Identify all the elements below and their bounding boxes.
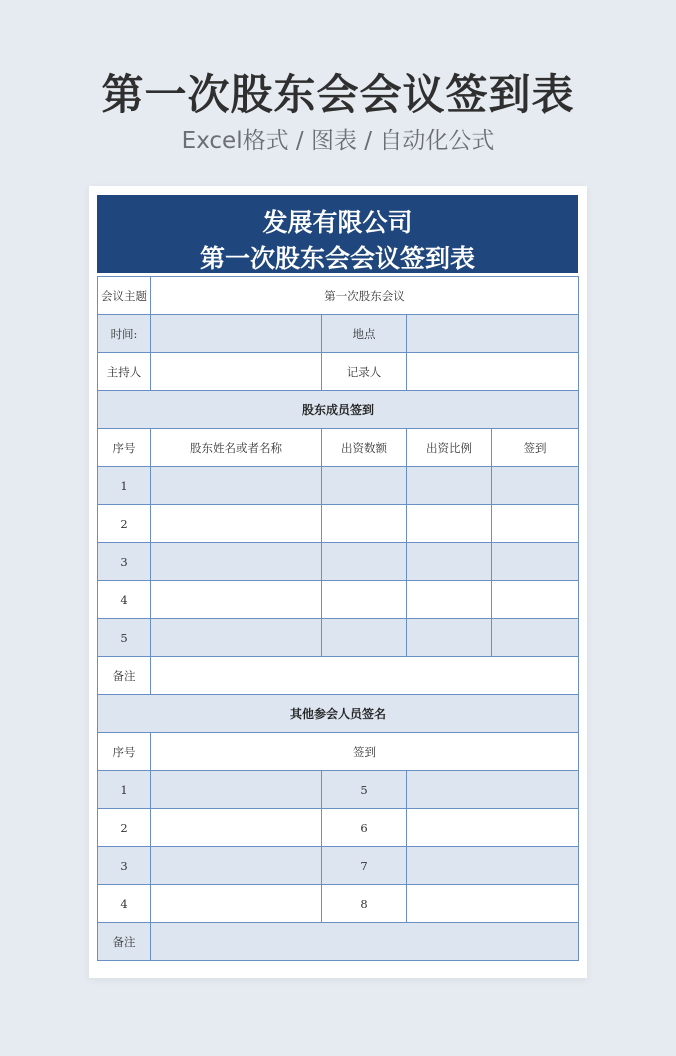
amount-cell[interactable] [322,581,407,619]
members-section-header: 股东成员签到 [98,391,579,429]
table-row [98,581,579,619]
row-number: 2 [98,809,151,847]
sign-cell[interactable] [407,809,579,847]
column-header: 序号 [98,733,151,771]
sign-cell[interactable] [492,505,579,543]
row-number: 5 [322,771,407,809]
table-row [98,505,579,543]
member-name-cell[interactable] [151,543,322,581]
host-input[interactable] [151,353,322,391]
ratio-cell[interactable] [407,543,492,581]
row-number: 5 [98,619,151,657]
sign-cell[interactable] [407,771,579,809]
others-section-header: 其他参会人员签名 [98,695,579,733]
sign-cell[interactable] [407,847,579,885]
sign-cell[interactable] [492,581,579,619]
table-row [98,923,579,961]
amount-cell[interactable] [322,543,407,581]
table-row [98,771,579,809]
table-row [98,695,579,733]
row-number: 4 [98,885,151,923]
remark-input[interactable] [151,657,579,695]
row-number: 6 [322,809,407,847]
column-header: 签到 [492,429,579,467]
page-subtitle: Excel格式 / 图表 / 自动化公式 [181,128,495,154]
table-row [98,353,579,391]
row-number: 3 [98,543,151,581]
table-row [98,619,579,657]
sign-cell[interactable] [492,619,579,657]
topic-value[interactable]: 第一次股东会议 [151,277,579,315]
row-number: 1 [98,771,151,809]
table-row [98,543,579,581]
sign-cell[interactable] [151,809,322,847]
recorder-label: 记录人 [322,353,407,391]
sign-cell[interactable] [492,467,579,505]
table-row [98,315,579,353]
time-label: 时间: [98,315,151,353]
ratio-cell[interactable] [407,505,492,543]
table-row [98,467,579,505]
member-name-cell[interactable] [151,467,322,505]
column-header: 签到 [151,733,579,771]
table-row [98,277,579,315]
sign-cell[interactable] [151,847,322,885]
amount-cell[interactable] [322,505,407,543]
row-number: 7 [322,847,407,885]
remark-label: 备注 [98,923,151,961]
column-header: 股东姓名或者名称 [151,429,322,467]
ratio-cell[interactable] [407,619,492,657]
table-row [98,809,579,847]
member-name-cell[interactable] [151,619,322,657]
remark-input[interactable] [151,923,579,961]
remark-label: 备注 [98,657,151,695]
page-title: 第一次股东会会议签到表 [101,70,575,119]
topic-label: 会议主题 [98,277,151,315]
table-row [98,657,579,695]
table-row [98,885,579,923]
sign-in-table [97,276,579,961]
column-header: 出资比例 [407,429,492,467]
place-label: 地点 [322,315,407,353]
row-number: 8 [322,885,407,923]
ratio-cell[interactable] [407,581,492,619]
company-name: 发展有限公司 [262,208,413,237]
member-name-cell[interactable] [151,505,322,543]
ratio-cell[interactable] [407,467,492,505]
row-number: 4 [98,581,151,619]
sign-cell[interactable] [151,771,322,809]
amount-cell[interactable] [322,619,407,657]
member-name-cell[interactable] [151,581,322,619]
table-header-row [98,429,579,467]
host-label: 主持人 [98,353,151,391]
time-input[interactable] [151,315,322,353]
sign-in-sheet [89,186,587,978]
row-number: 3 [98,847,151,885]
sheet-title: 第一次股东会会议签到表 [199,244,475,273]
sign-cell[interactable] [407,885,579,923]
sheet-banner [97,195,578,273]
sign-cell[interactable] [151,885,322,923]
amount-cell[interactable] [322,467,407,505]
place-input[interactable] [407,315,579,353]
row-number: 1 [98,467,151,505]
row-number: 2 [98,505,151,543]
recorder-input[interactable] [407,353,579,391]
column-header: 出资数额 [322,429,407,467]
column-header: 序号 [98,429,151,467]
table-row [98,391,579,429]
table-header-row [98,733,579,771]
table-row [98,847,579,885]
sign-cell[interactable] [492,543,579,581]
